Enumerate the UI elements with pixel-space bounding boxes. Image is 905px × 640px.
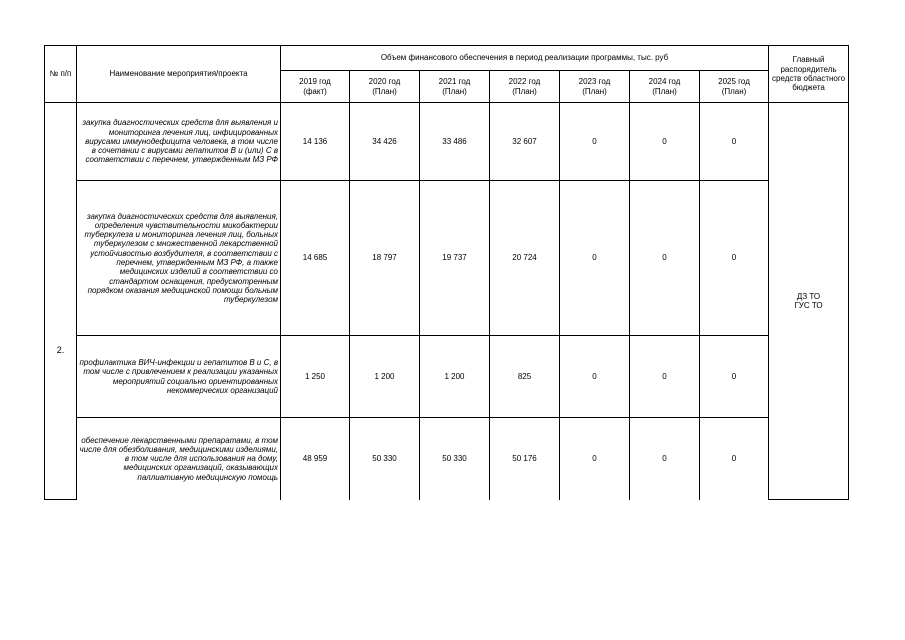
header-year: 2019 год (факт) [281,71,350,103]
table-row [45,103,849,181]
row-name: закупка диагностических средств для выявления и мониторинга лечения лиц, инфицированных вирусами иммунодефицита человека, в том числе в сочетании с вирусами гепатитов В и (или) С в соответствии с перечнем, утвержденным МЗ РФ [77,103,281,181]
value-cell: 0 [700,336,769,418]
value-cell: 1 250 [281,336,350,418]
header-year: 2022 год (План) [490,71,560,103]
value-cell: 0 [700,181,769,336]
header-manager: Главный распорядитель средств областного бюджета [769,46,849,103]
value-cell: 0 [630,336,700,418]
value-cell: 32 607 [490,103,560,181]
header-year: 2021 год (План) [420,71,490,103]
value-cell: 0 [560,103,630,181]
header-name: Наименование мероприятия/проекта [77,46,281,103]
row-name: закупка диагностических средств для выявления, определения чувствительности микобактерии туберкулеза и мониторинга лечения лиц, больных туберкулезом с множественной лекарственной устойчивостью возбудителя, в соответствии с перечнем, утвержденным МЗ РФ, а также медицинских изделий в соответствии со стандартом оснащения, предусмотренным порядком оказания медицинской помощи больным туберкулезом [77,181,281,336]
row-name: профилактика ВИЧ-инфекции и гепатитов В и С, в том числе с привлечением к реализации указанных мероприятий социально ориентированных некоммерческих организаций [77,336,281,418]
value-cell: 1 200 [420,336,490,418]
header-year: 2020 год (План) [350,71,420,103]
value-cell: 20 724 [490,181,560,336]
value-cell: 19 737 [420,181,490,336]
row-number: 2. [45,103,77,500]
value-cell: 34 426 [350,103,420,181]
header-finance: Объем финансового обеспечения в период реализации программы, тыс. руб [281,46,769,71]
value-cell: 14 685 [281,181,350,336]
value-cell: 48 959 [281,418,350,500]
header-row-1 [45,46,849,71]
value-cell: 0 [560,181,630,336]
value-cell: 14 136 [281,103,350,181]
finance-table [44,45,849,500]
manager-gus: ГУС ТО [794,301,823,310]
value-cell: 0 [560,418,630,500]
value-cell: 1 200 [350,336,420,418]
value-cell: 0 [630,181,700,336]
value-cell: 18 797 [350,181,420,336]
manager-cell [769,103,849,500]
value-cell: 0 [700,418,769,500]
manager-dz: ДЗ ТО [796,291,821,301]
table-row [45,181,849,336]
value-cell: 50 330 [350,418,420,500]
header-year: 2024 год (План) [630,71,700,103]
value-cell: 50 176 [490,418,560,500]
row-name: обеспечение лекарственными препаратами, в том числе для обезболивания, медицинскими изделиями, в том числе для использования на дому, медицинских организаций, оказывающих паллиативную медицинскую помощь [77,418,281,500]
value-cell: 33 486 [420,103,490,181]
value-cell: 0 [560,336,630,418]
value-cell: 0 [630,418,700,500]
value-cell: 50 330 [420,418,490,500]
header-num: № п/п [45,46,77,103]
header-year: 2025 год (План) [700,71,769,103]
value-cell: 825 [490,336,560,418]
header-year: 2023 год (План) [560,71,630,103]
table-row [45,336,849,418]
table-row [45,418,849,500]
value-cell: 0 [700,103,769,181]
value-cell: 0 [630,103,700,181]
